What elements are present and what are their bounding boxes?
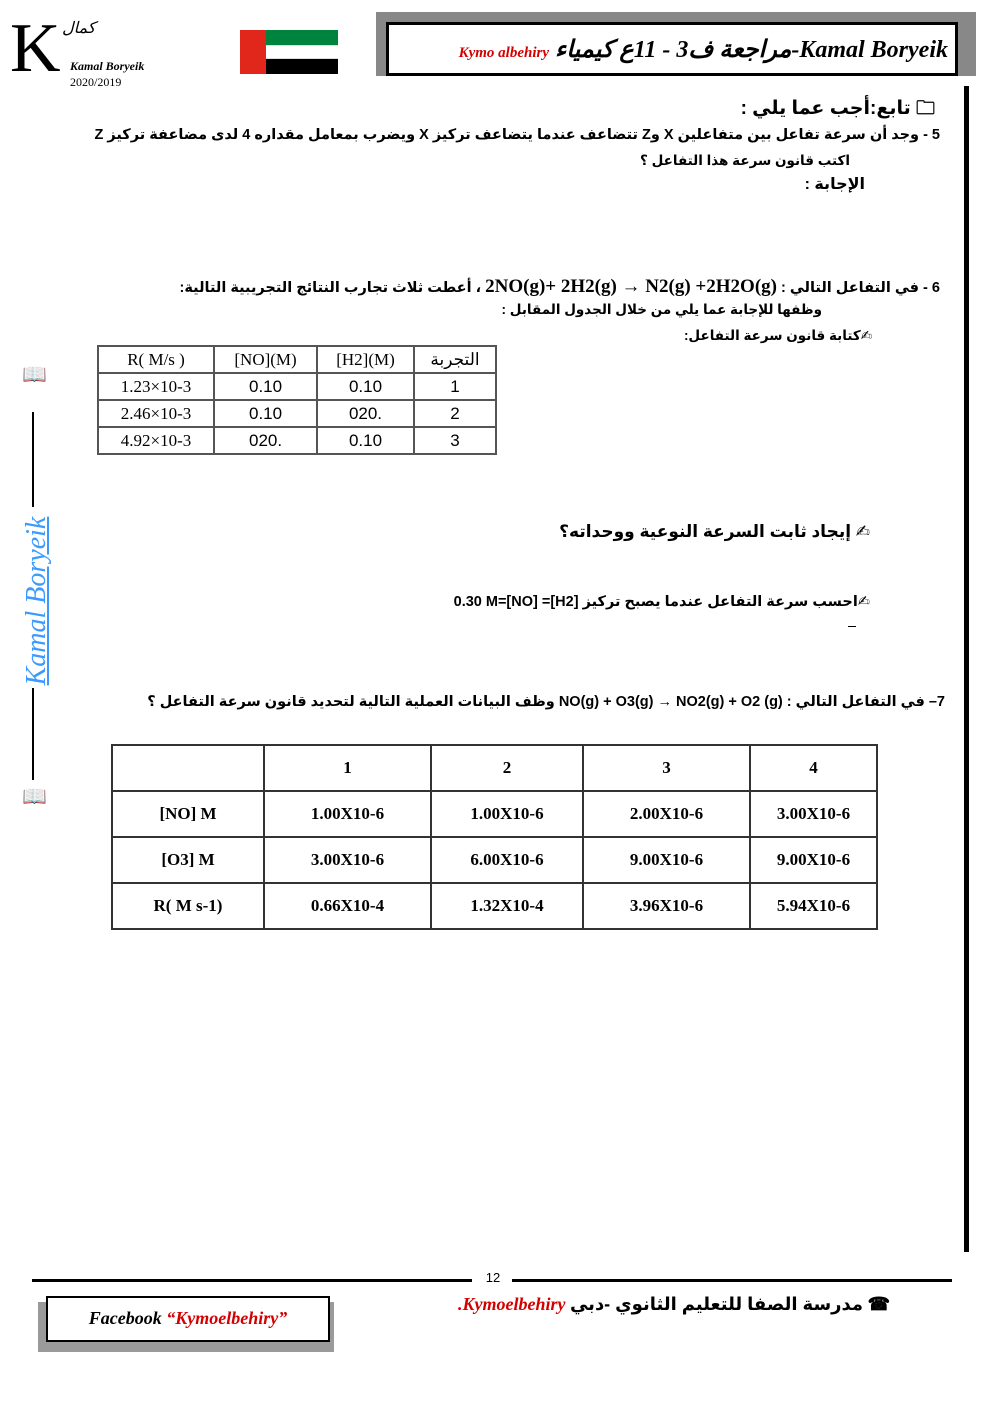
- table-row: [112, 837, 877, 883]
- logo-name: Kamal Boryeik: [70, 59, 145, 73]
- table-cell: 4.92×10-3: [98, 427, 214, 454]
- facebook-label: Facebook “Kymoelbehiry”: [88, 1308, 288, 1328]
- title-main: Kamal Boryeik-مراجعة ف3 - 11ع كيمياء: [555, 37, 948, 63]
- logo-letter: K: [10, 10, 61, 87]
- q6-line3: ✍كتابة قانون سرعة التفاعل:: [683, 328, 872, 343]
- table-cell: 2.00X10-6: [583, 791, 750, 837]
- table-header-cell: [H2](M): [317, 346, 414, 373]
- table-cell: 0.66X10-4: [264, 883, 431, 929]
- title-sub: Kymo albehiry: [458, 45, 550, 61]
- page-title: [392, 30, 948, 70]
- book-icon: 📖: [22, 786, 47, 808]
- q6-rate-constant: ✍ إيجاد ثابت السرعة النوعية ووحداته؟: [559, 522, 870, 541]
- table-cell: 020.: [317, 400, 414, 427]
- table-row: [98, 373, 496, 400]
- table-header-cell: 2: [431, 745, 583, 791]
- school-handle: Kymoelbehiry.: [457, 1294, 566, 1314]
- table-cell: 3: [414, 427, 496, 454]
- table-header-row: [98, 346, 496, 373]
- table-cell: 6.00X10-6: [431, 837, 583, 883]
- q6-line1: 6 - في التفاعل التالي : 2NO(g)+ 2H2(g) → N2(g) +2H2O(g) ، أعطت ثلاث تجارب النتائج التجريبية التالية:: [179, 276, 940, 297]
- table-cell: 020.: [214, 427, 317, 454]
- table-row: [112, 791, 877, 837]
- table-cell: R( M s-1): [112, 883, 264, 929]
- table-cell: 9.00X10-6: [583, 837, 750, 883]
- table-cell: 1.00X10-6: [264, 791, 431, 837]
- q6-line2: وظفها للإجابة عما يلي من خلال الجدول المقابل :: [501, 302, 822, 317]
- table-cell: 1.32X10-4: [431, 883, 583, 929]
- table-cell: 0.10: [317, 373, 414, 400]
- table-cell: 0.10: [214, 400, 317, 427]
- table-cell: 1.00X10-6: [431, 791, 583, 837]
- q7-line: 7– في التفاعل التالي : NO(g) + O3(g) → NO2(g) + O2 (g) وظف البيانات العملية التالية لتحديد قانون سرعة التفاعل ؟: [147, 694, 945, 710]
- table-header-cell: R( M/s ): [98, 346, 214, 373]
- school-name: ☎ مدرسة الصفا للتعليم الثانوي -دبي Kymoelbehiry.: [457, 1294, 890, 1314]
- pen-icon: ✍: [857, 594, 870, 610]
- table-cell: 2.46×10-3: [98, 400, 214, 427]
- table-header-cell: التجربة: [414, 346, 496, 373]
- table-row: [98, 400, 496, 427]
- right-border: [964, 86, 969, 1252]
- footer-divider: [32, 1279, 472, 1282]
- table-header-cell: 1: [264, 745, 431, 791]
- folder-icon: 🗀: [910, 98, 935, 119]
- table-cell: 3.00X10-6: [264, 837, 431, 883]
- table-cell: 5.94X10-6: [750, 883, 877, 929]
- q5-line1: 5 - وجد أن سرعة تفاعل بين متفاعلين X وZ تتضاعف عندما يتضاعف تركيز X ويضرب بمعامل مقداره 4 لدى مضاعفة تركيز Z: [94, 127, 940, 143]
- book-icon: 📖: [22, 364, 47, 386]
- table-cell: 0.10: [317, 427, 414, 454]
- table-cell: [NO] M: [112, 791, 264, 837]
- side-vertical-text: Kamal Boryeik: [21, 516, 52, 686]
- table-cell: 2: [414, 400, 496, 427]
- table-header-cell: 4: [750, 745, 877, 791]
- table-cell: 1: [414, 373, 496, 400]
- table-header-cell: [NO](M): [214, 346, 317, 373]
- table-cell: 3.00X10-6: [750, 791, 877, 837]
- dash: [848, 626, 856, 627]
- q6-equation: 2NO(g)+ 2H2(g) → N2(g) +2H2O(g): [485, 276, 777, 297]
- table-cell: 3.96X10-6: [583, 883, 750, 929]
- facebook-handle: Kymoelbehiry: [175, 1308, 279, 1328]
- logo-year: 2020/2019: [70, 75, 122, 89]
- footer-divider: [512, 1279, 952, 1282]
- table-header-cell: [112, 745, 264, 791]
- side-divider: [32, 412, 34, 507]
- table-row: [98, 427, 496, 454]
- q5-line2: اكتب قانون سرعة هذا التفاعل ؟: [640, 153, 850, 168]
- answer-label: الإجابة :: [804, 176, 865, 193]
- page-number: 12: [485, 1270, 501, 1285]
- q6-rate-calc: ✍احسب سرعة التفاعل عندما يصبح تركيز [H2]= [NO]=0.30 M: [453, 594, 870, 610]
- table-cell: 9.00X10-6: [750, 837, 877, 883]
- pen-icon: ✍: [860, 328, 872, 343]
- side-divider: [32, 688, 34, 780]
- table-cell: 0.10: [214, 373, 317, 400]
- table-header-cell: 3: [583, 745, 750, 791]
- table-header-row: [112, 745, 877, 791]
- table-cell: [O3] M: [112, 837, 264, 883]
- q7-data-table: [111, 744, 878, 930]
- logo-script: كمال: [62, 20, 96, 37]
- table-cell: 1.23×10-3: [98, 373, 214, 400]
- phone-icon: ☎: [863, 1294, 890, 1314]
- uae-flag-icon: [240, 30, 338, 74]
- experiment-table: [97, 345, 497, 455]
- section-heading: 🗀 تابع:أجب عما يلي :: [740, 98, 935, 119]
- table-row: [112, 883, 877, 929]
- pen-icon: ✍: [851, 522, 870, 541]
